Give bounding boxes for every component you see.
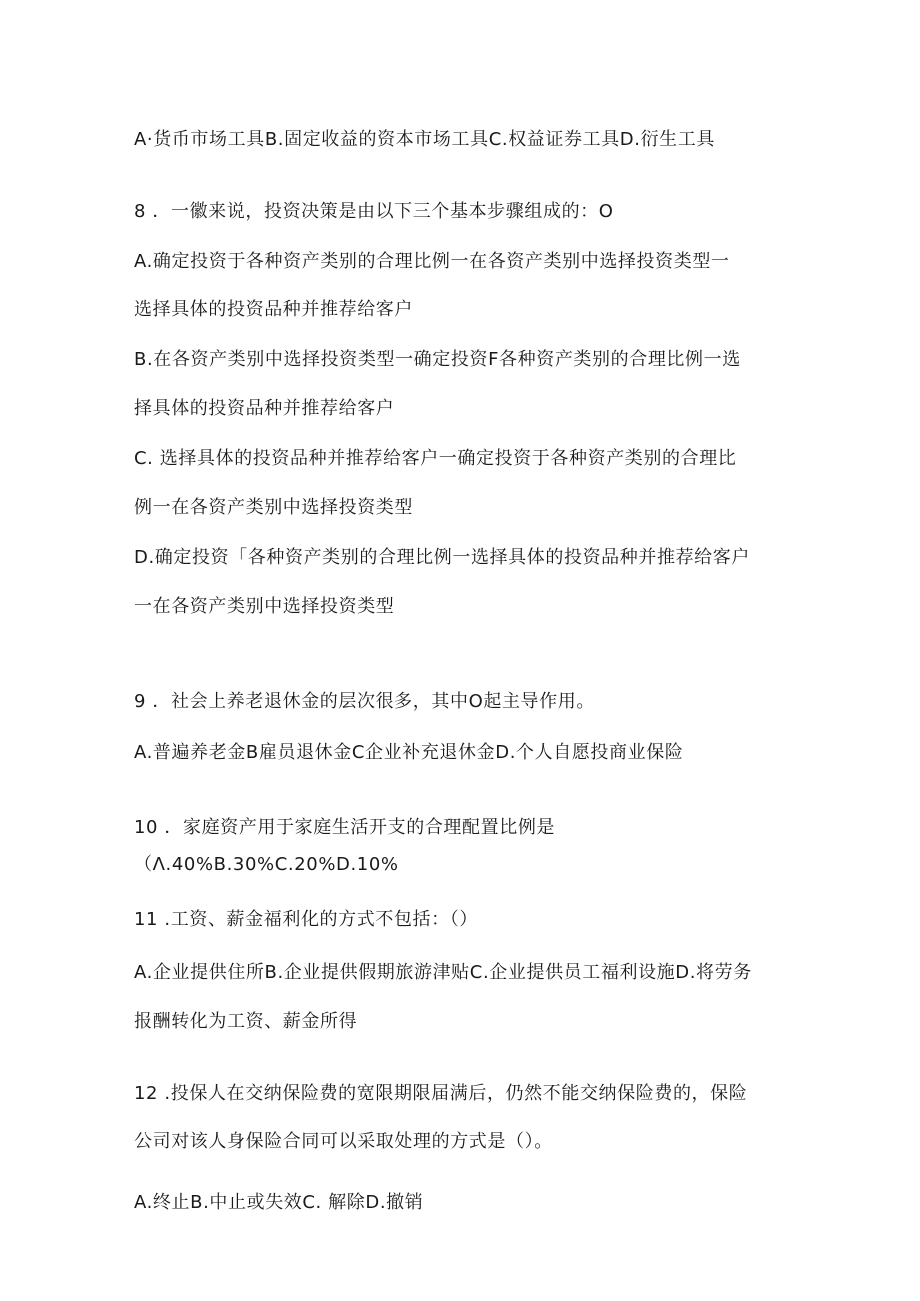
question-7-options: A·货币市场工具B.固定收益的资本市场工具C.权益证券工具D.衍生工具	[134, 129, 715, 150]
question-8-option-b: B.在各资产类别中选择投资类型一确定投资F各种资产类别的合理比例一选	[134, 349, 741, 370]
question-12-stem: 12 .投保人在交纳保险费的宽限期限届满后，仍然不能交纳保险费的，保险	[134, 1083, 748, 1104]
question-12-stem-cont: 公司对该人身保险合同可以采取处理的方式是（）。	[134, 1131, 553, 1152]
question-8-stem: 8 ．一徽来说，投资决策是由以下三个基本步骤组成的：O	[134, 201, 614, 222]
question-9-stem: 9 ．社会上养老退休金的层次很多，其中O起主导作用。	[134, 691, 595, 712]
question-8-option-a: A.确定投资于各种资产类别的合理比例一在各资产类别中选择投资类型一	[134, 251, 730, 272]
question-12-options: A.终止B.中止或失效C. 解除D.撤销	[134, 1192, 424, 1213]
question-8-option-a-cont: 选择具体的投资品种并推荐给客户	[134, 299, 413, 320]
question-8-option-d: D.确定投资「各种资产类别的合理比例一选择具体的投资品种并推荐给客户	[134, 547, 750, 568]
question-8-option-c: C. 选择具体的投资品种并推荐给客户一确定投资于各种资产类别的合理比	[134, 448, 737, 469]
question-10-options: （Λ.40%B.30%C.20%D.10%	[134, 854, 399, 875]
question-11-options-cont: 报酬转化为工资、薪金所得	[134, 1011, 358, 1032]
question-9-options: A.普遍养老金B雇员退休金C企业补充退休金D.个人自愿投商业保险	[134, 742, 684, 763]
question-8-option-c-cont: 例一在各资产类别中选择投资类型	[134, 497, 413, 518]
question-10-stem: 10 ．家庭资产用于家庭生活开支的合理配置比例是	[134, 817, 556, 838]
question-11-stem: 11 .工资、薪金福利化的方式不包括：（）	[134, 909, 478, 930]
question-8-option-b-cont: 择具体的投资品种并推荐给客户	[134, 398, 395, 419]
question-8-option-d-cont: 一在各资产类别中选择投资类型	[134, 596, 395, 617]
question-11-options: A.企业提供住所B.企业提供假期旅游津贴C.企业提供员工福利设施D.将劳务	[134, 962, 752, 983]
